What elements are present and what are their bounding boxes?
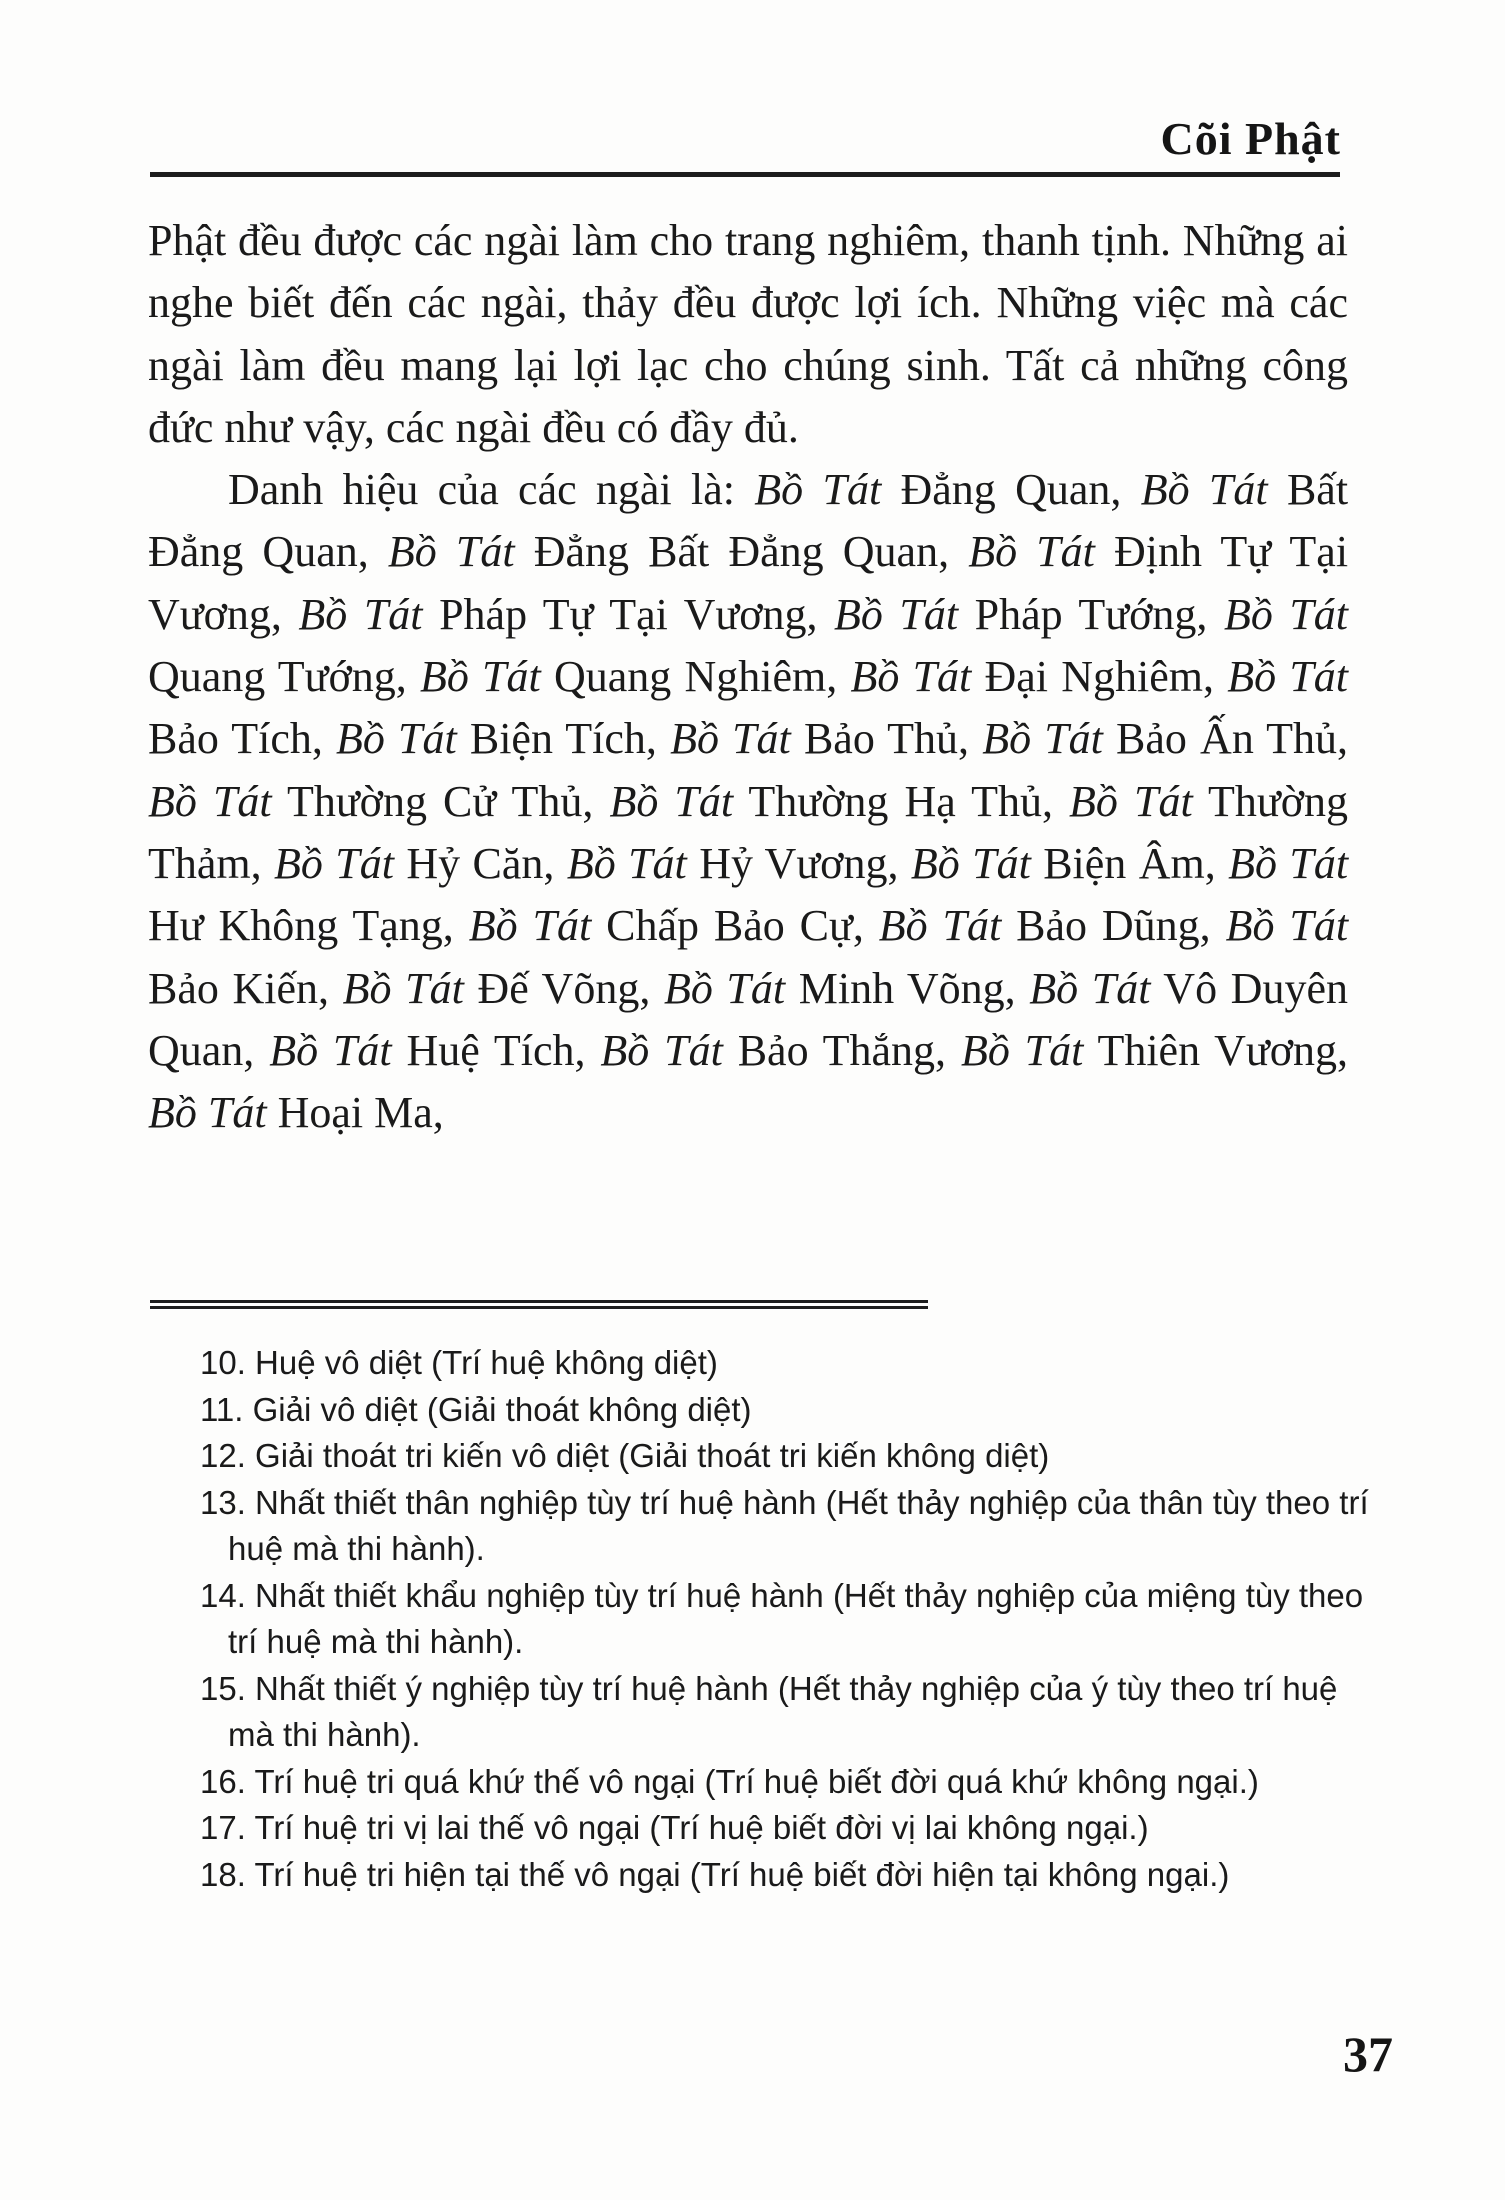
bodhisattva-title: Bồ Tát: [468, 901, 592, 951]
bodhisattva-title: Bồ Tát: [960, 1025, 1084, 1075]
bodhisattva-name: Chấp Bảo Cự,: [606, 901, 864, 951]
bodhisattva-title: Bồ Tát: [1069, 776, 1193, 826]
bodhisattva-name: Bất Đẳng Quan,: [148, 465, 1349, 577]
bodhisattva-title: Bồ Tát: [600, 1025, 723, 1075]
bodhisattva-title: Bồ Tát: [878, 901, 1002, 951]
footnote-16: 16. Trí huệ tri quá khứ thế vô ngại (Trí huệ biết đời quá khứ không ngại.): [200, 1762, 1259, 1800]
bodhisattva-title: Bồ Tát: [663, 963, 786, 1013]
bodhisattva-title: Bồ Tát: [1227, 652, 1349, 702]
bodhisattva-name: Đế Võng,: [477, 963, 651, 1013]
bodhisattva-title: Bồ Tát: [968, 527, 1095, 577]
bodhisattva-title: Bồ Tát: [298, 589, 423, 639]
bodhisattva-title: Bồ Tát: [148, 1088, 267, 1138]
bodhisattva-name: Biện Tích,: [469, 714, 657, 764]
bodhisattva-name: Đẳng Bất Đẳng Quan,: [533, 527, 950, 577]
bodhisattva-title: Bồ Tát: [670, 714, 791, 764]
bodhisattva-title: Bồ Tát: [1140, 465, 1268, 515]
bodhisattva-title: Bồ Tát: [910, 838, 1031, 888]
bodhisattva-name: Đại Nghiêm,: [984, 652, 1214, 702]
footnote-15: 15. Nhất thiết ý nghiệp tùy trí huệ hành (Hết thảy nghiệp của ý tùy theo trí huệ mà thi hành).: [200, 1669, 1338, 1753]
bodhisattva-title: Bồ Tát: [850, 652, 972, 702]
bodhisattva-name: Đẳng Quan,: [900, 465, 1122, 515]
paragraph-2-intro: Danh hiệu của các ngài là:: [228, 465, 735, 515]
bodhisattva-name: Bảo Thắng,: [737, 1025, 947, 1075]
bodhisattva-name: Bảo Kiến,: [148, 963, 330, 1013]
bodhisattva-name: Bảo Tích,: [148, 714, 323, 764]
header-rule: [150, 172, 1340, 177]
bodhisattva-list: [148, 465, 1348, 1137]
bodhisattva-name: Định Tự Tại Vương,: [148, 527, 1349, 639]
bodhisattva-name: Quang Nghiêm,: [553, 652, 838, 702]
bodhisattva-name: Pháp Tự Tại Vương,: [439, 589, 818, 639]
footnote-rule: [150, 1300, 928, 1309]
footnote-18: 18. Trí huệ tri hiện tại thế vô ngại (Trí huệ biết đời hiện tại không ngại.): [200, 1855, 1230, 1893]
footnotes: [200, 1340, 1380, 1898]
page-number: 37: [1343, 2026, 1393, 2082]
bodhisattva-title: Bồ Tát: [982, 714, 1103, 764]
bodhisattva-name: Bảo Dũng,: [1016, 901, 1211, 951]
bodhisattva-title: Bồ Tát: [419, 652, 541, 702]
footnote-13: 13. Nhất thiết thân nghiệp tùy trí huệ hành (Hết thảy nghiệp của thân tùy theo trí huệ mà thi hành).: [200, 1483, 1369, 1567]
footnote-10: 10. Huệ vô diệt (Trí huệ không diệt): [200, 1344, 718, 1381]
bodhisattva-name: Bảo Thủ,: [803, 714, 970, 764]
bodhisattva-name: Hỷ Vương,: [699, 838, 899, 888]
bodhisattva-name: Thường Hạ Thủ,: [748, 776, 1053, 826]
bodhisattva-name: Thiên Vương,: [1097, 1025, 1349, 1075]
bodhisattva-title: Bồ Tát: [1223, 589, 1349, 639]
footnote-11: 11. Giải vô diệt (Giải thoát không diệt): [200, 1390, 752, 1428]
bodhisattva-title: Bồ Tát: [1228, 838, 1349, 888]
bodhisattva-title: Bồ Tát: [609, 776, 734, 826]
bodhisattva-name: Minh Võng,: [798, 963, 1016, 1013]
footnote-17: 17. Trí huệ tri vị lai thế vô ngại (Trí huệ biết đời vị lai không ngại.): [200, 1809, 1149, 1846]
bodhisattva-title: Bồ Tát: [274, 838, 394, 888]
bodhisattva-name: Thường Thảm,: [148, 776, 1348, 888]
bodhisattva-name: Biện Âm,: [1043, 838, 1216, 888]
bodhisattva-name: Hoại Ma,: [277, 1088, 444, 1138]
bodhisattva-title: Bồ Tát: [1225, 901, 1349, 951]
footnote-14: 14. Nhất thiết khẩu nghiệp tùy trí huệ hành (Hết thảy nghiệp của miệng tùy theo trí huệ mà thi hành).: [200, 1576, 1364, 1660]
bodhisattva-title: Bồ Tát: [754, 465, 882, 515]
bodhisattva-title: Bồ Tát: [342, 963, 464, 1013]
running-title: Cõi Phật: [1160, 113, 1341, 164]
bodhisattva-title: Bồ Tát: [566, 838, 687, 888]
bodhisattva-name: Bảo Ấn Thủ,: [1116, 714, 1349, 764]
bodhisattva-name: Hỷ Căn,: [406, 838, 555, 888]
bodhisattva-name: Quang Tướng,: [148, 652, 407, 702]
footnote-12: 12. Giải thoát tri kiến vô diệt (Giải thoát tri kiến không diệt): [200, 1437, 1050, 1474]
bodhisattva-title: Bồ Tát: [834, 589, 959, 639]
bodhisattva-title: Bồ Tát: [387, 527, 515, 577]
bodhisattva-name: Pháp Tướng,: [974, 589, 1208, 639]
bodhisattva-name: Thường Cử Thủ,: [286, 776, 594, 826]
bodhisattva-name: Huệ Tích,: [406, 1025, 586, 1075]
paragraph-1: Phật đều được các ngài làm cho trang nghiêm, thanh tịnh. Những ai nghe biết đến các ngài, thảy đều được lợi ích. Những việc mà các ngài làm đều mang lại lợi lạc cho chúng sinh. Tất cả những công đức như vậy, các ngài đều có đầy đủ.: [148, 216, 1348, 452]
bodhisattva-name: Vô Duyên Quan,: [148, 963, 1348, 1075]
bodhisattva-title: Bồ Tát: [269, 1025, 392, 1075]
bodhisattva-title: Bồ Tát: [1029, 963, 1151, 1013]
main-text: [148, 210, 1348, 1144]
paragraph-2: [148, 459, 1348, 1144]
bodhisattva-title: Bồ Tát: [336, 714, 457, 764]
bodhisattva-name: Hư Không Tạng,: [148, 901, 454, 951]
bodhisattva-title: Bồ Tát: [148, 776, 272, 826]
